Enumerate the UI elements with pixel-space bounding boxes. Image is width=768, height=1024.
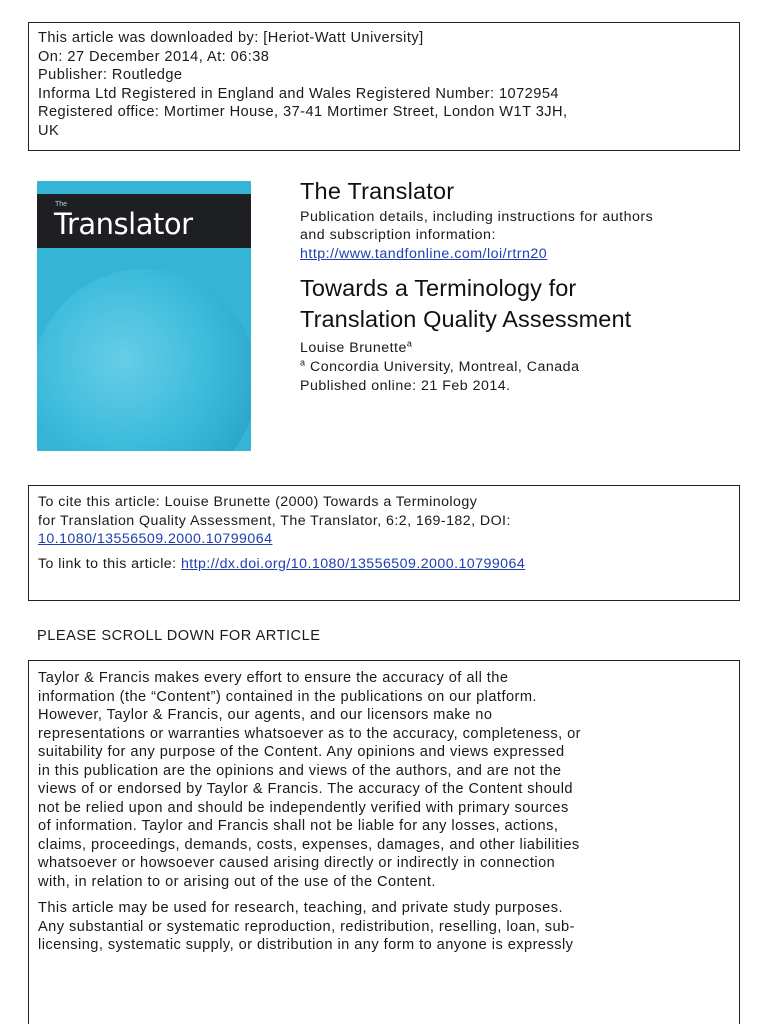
disclaimer-line: not be relied upon and should be independently verified with primary sources	[38, 799, 569, 816]
download-line: Informa Ltd Registered in England and Wales Registered Number: 1072954	[38, 85, 559, 102]
publication-details	[300, 208, 740, 263]
affiliation-text: Concordia University, Montreal, Canada	[305, 359, 580, 376]
citation-line: To cite this article: Louise Brunette (2000) Towards a Terminology	[38, 494, 478, 510]
disclaimer-line: suitability for any purpose of the Content. Any opinions and views expressed	[38, 744, 565, 760]
doi-link[interactable]: 10.1080/13556509.2000.10799064	[38, 531, 273, 548]
disclaimer-line: views of or endorsed by Taylor & Francis. The accuracy of the Content should	[38, 781, 573, 797]
disclaimer-line: whatsoever or howsoever caused arising directly or indirectly in connection	[38, 855, 556, 871]
download-info-box	[28, 22, 740, 151]
link-line	[38, 555, 730, 574]
usage-line: Any substantial or systematic reproduction, redistribution, reselling, loan, sub-	[38, 918, 575, 935]
article-title-line: Towards a Terminology for	[300, 275, 577, 302]
article-doi-url-link[interactable]: http://dx.doi.org/10.1080/13556509.2000.10799064	[180, 555, 526, 572]
download-line: UK	[38, 122, 60, 139]
cover-small-text: The	[55, 201, 68, 208]
cover-globe	[37, 269, 251, 451]
author-line	[300, 339, 740, 358]
disclaimer-line: However, Taylor & Francis, our agents, and our licensors make no	[38, 707, 493, 723]
download-line: This article was downloaded by: [Heriot-Watt University]	[38, 30, 424, 46]
scroll-notice: PLEASE SCROLL DOWN FOR ARTICLE	[37, 628, 321, 644]
disclaimer-line: in this publication are the opinions and views of the authors, and are not the	[38, 762, 562, 779]
usage-line: This article may be used for research, teaching, and private study purposes.	[38, 900, 563, 916]
published-online: Published online: 21 Feb 2014.	[300, 378, 511, 395]
download-line: On: 27 December 2014, At: 06:38	[38, 48, 270, 65]
journal-cover-image	[37, 181, 251, 451]
journal-url-link[interactable]: http://www.tandfonline.com/loi/rtrn20	[300, 245, 548, 262]
usage-paragraph	[38, 899, 730, 955]
usage-line: licensing, systematic supply, or distribution in any form to anyone is expressly	[38, 937, 574, 953]
disclaimer-line: of information. Taylor and Francis shall not be liable for any losses, actions,	[38, 818, 559, 834]
disclaimer-line: representations or warranties whatsoever as to the accuracy, completeness, or	[38, 725, 581, 742]
citation-box	[28, 485, 740, 601]
disclaimer-box	[28, 660, 740, 1024]
disclaimer-paragraph	[38, 669, 730, 891]
cover-title: Translator	[54, 207, 193, 241]
author-name: Louise Brunette	[300, 340, 407, 357]
download-line: Registered office: Mortimer House, 37-41 Mortimer Street, London W1T 3JH,	[38, 104, 568, 121]
article-title	[300, 273, 740, 335]
author-superscript: a	[406, 338, 413, 349]
disclaimer-line: information (the “Content”) contained in the publications on our platform.	[38, 688, 537, 705]
disclaimer-line: claims, proceedings, demands, costs, expenses, damages, and other liabilities	[38, 836, 580, 853]
disclaimer-line: with, in relation to or arising out of the use of the Content.	[38, 873, 436, 890]
affiliation-line	[300, 358, 740, 377]
disclaimer-line: Taylor & Francis makes every effort to ensure the accuracy of all the	[38, 670, 509, 686]
affiliation-superscript: a	[300, 357, 306, 368]
link-label: To link to this article:	[38, 555, 181, 572]
article-title-line: Translation Quality Assessment	[300, 306, 632, 333]
citation-line: for Translation Quality Assessment, The Translator, 6:2, 169-182, DOI:	[38, 512, 511, 529]
article-metadata	[300, 176, 740, 396]
journal-title: The Translator	[300, 178, 455, 204]
details-line: Publication details, including instructions for authors	[300, 209, 654, 225]
download-line: Publisher: Routledge	[38, 67, 183, 84]
details-line: and subscription information:	[300, 227, 496, 244]
